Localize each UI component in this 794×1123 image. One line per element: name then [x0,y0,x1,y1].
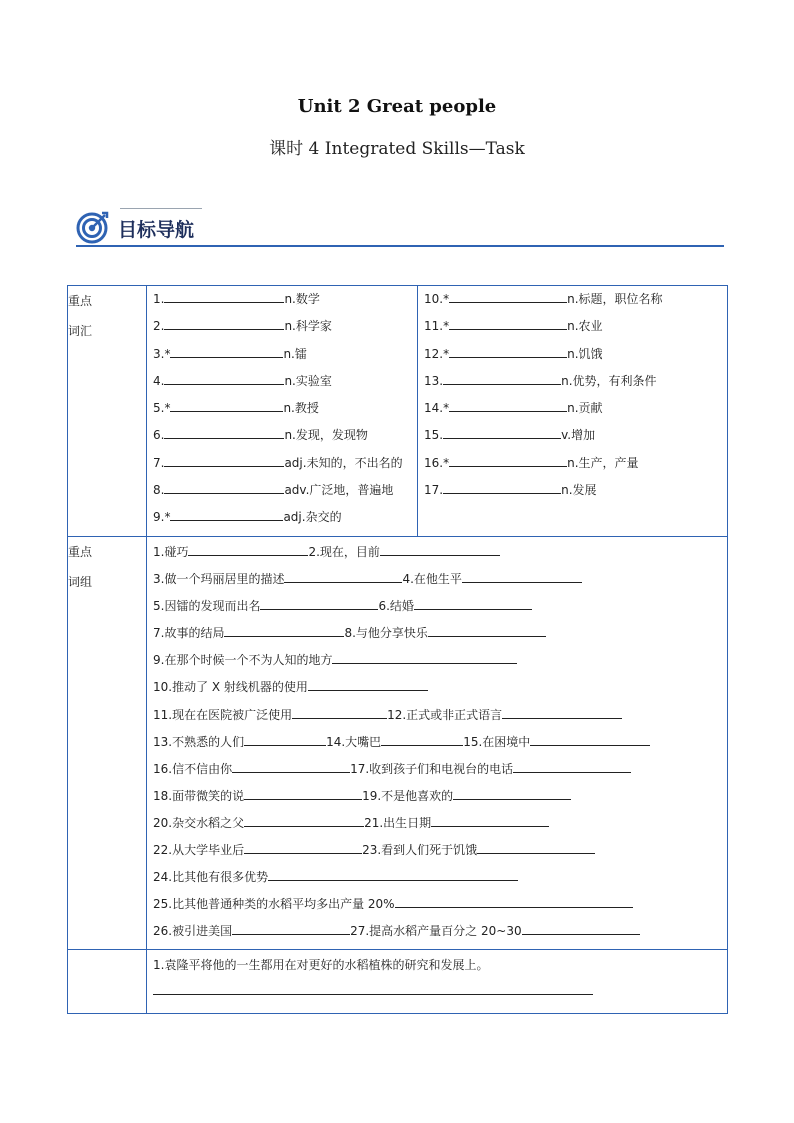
phrase-item-text: 27.提高水稻产量百分之 20~30 [350,924,522,939]
phrase-item-text: 20.杂交水稻之父 [153,815,245,830]
phrases-category-cell [68,537,147,950]
phrase-answer-blank[interactable] [332,650,517,664]
phrase-item-text: 12.正式或非正式语言 [387,707,503,722]
phrase-answer-blank[interactable] [232,759,350,773]
vocab-item-meaning: n.实验室 [284,373,332,388]
phrase-item-text: 16.信不信由你 [153,761,233,776]
vocab-answer-blank[interactable] [164,480,284,494]
phrase-answer-blank[interactable] [232,921,350,935]
phrase-answer-blank[interactable] [462,569,582,583]
phrase-item-text: 26.被引进美国 [153,924,233,939]
phrase-answer-blank[interactable] [292,705,387,719]
vocab-item-number: 17. [424,483,444,498]
vocab-item-number: 16.* [424,455,450,470]
vocab-item-meaning: n.农业 [567,319,603,334]
section-header [76,208,724,250]
vocab-item-number: 15. [424,428,444,443]
phrase-item-text: 25.比其他普通种类的水稻平均多出产量 20% [153,897,395,912]
phrase-item-text: 3.做一个玛丽居里的描述 [153,572,285,587]
vocab-item [153,452,417,479]
phrase-answer-blank[interactable] [260,596,378,610]
phrase-item-text: 22.从大学毕业后 [153,843,245,858]
vocab-answer-blank[interactable] [170,344,283,358]
vocab-answer-blank[interactable] [164,453,284,467]
vocab-row [68,286,728,537]
page-title: Unit 2 Great people [297,96,497,117]
vocab-item [153,288,417,315]
target-icon [76,210,110,244]
vocab-item-number: 14.* [424,401,450,416]
phrase-row [153,622,727,649]
vocab-right-column [418,286,728,537]
vocab-item-number: 6. [153,428,165,443]
vocab-answer-blank[interactable] [443,371,561,385]
phrase-item-text: 14.大嘴巴 [326,734,382,749]
phrase-item-text: 18.面带微笑的说 [153,788,245,803]
vocab-item [153,343,417,370]
vocab-answer-blank[interactable] [449,289,567,303]
vocab-answer-blank[interactable] [443,480,561,494]
vocab-item-meaning: n.生产，产量 [567,455,639,470]
phrase-answer-blank[interactable] [284,569,402,583]
phrase-answer-blank[interactable] [513,759,631,773]
vocab-answer-blank[interactable] [164,425,284,439]
header-top-rule [120,208,202,209]
phrase-item-text: 2.现在，目前 [308,545,380,559]
phrase-answer-blank[interactable] [268,867,518,881]
phrase-answer-blank[interactable] [530,732,650,746]
sentences-row [68,950,728,1014]
vocab-item-number: 9.* [153,510,171,525]
vocab-answer-blank[interactable] [170,398,283,412]
phrase-answer-blank[interactable] [308,677,428,691]
vocab-item-number: 10.* [424,292,450,306]
vocab-item-number: 4. [153,373,165,388]
vocab-item-number: 3.* [153,346,171,361]
vocab-item [424,397,727,424]
sentence-answer-row [153,980,727,1006]
vocab-answer-blank[interactable] [164,371,284,385]
phrase-answer-blank[interactable] [244,813,364,827]
phrase-answer-blank[interactable] [428,623,546,637]
phrase-item-text: 15.在困境中 [463,734,531,749]
phrases-cell [147,537,728,950]
phrase-item-text: 8.与他分享快乐 [344,626,428,641]
phrase-row [153,920,727,947]
vocab-item-number: 5.* [153,401,171,416]
phrase-row [153,839,727,866]
phrase-row [153,893,727,920]
phrase-row [153,649,727,676]
phrase-row [153,812,727,839]
vocab-item [153,479,417,506]
phrase-answer-blank[interactable] [395,894,633,908]
vocab-item-meaning: n.饥饿 [567,346,603,361]
phrase-item-text: 4.在他生平 [402,572,462,587]
phrase-item-text: 17.收到孩子们和电视台的电话 [350,761,514,776]
phrase-item-text: 23.看到人们死于饥饿 [362,843,478,858]
phrase-row [153,866,727,893]
vocab-answer-blank[interactable] [443,425,561,439]
phrases-category-label-1: 重点 [68,545,93,559]
vocab-item [424,452,727,479]
vocab-item-meaning: adj.未知的，不出名的 [284,455,403,470]
vocab-left-column [147,286,418,537]
phrase-answer-blank[interactable] [381,732,463,746]
vocab-item-meaning: n.贡献 [567,401,603,416]
vocab-item-meaning: n.优势，有利条件 [561,373,657,388]
phrase-answer-blank[interactable] [431,813,549,827]
phrase-answer-blank[interactable] [244,732,326,746]
phrase-answer-blank[interactable] [380,542,500,556]
phrase-answer-blank[interactable] [244,840,362,854]
phrase-answer-blank[interactable] [224,623,344,637]
phrase-row [153,758,727,785]
vocab-category-label-1: 重点 [68,294,93,308]
phrase-answer-blank[interactable] [453,786,571,800]
phrase-answer-blank[interactable] [502,705,622,719]
vocab-answer-blank[interactable] [449,344,567,358]
phrase-row [153,785,727,812]
vocab-item-number: 11.* [424,319,450,334]
phrase-item-text: 21.出生日期 [364,815,432,830]
phrase-row [153,676,727,703]
vocab-item-meaning: n.数学 [284,292,320,306]
section-label: 目标导航 [118,219,195,241]
phrase-row [153,704,727,731]
vocab-answer-blank[interactable] [170,507,283,521]
vocab-item-number: 7. [153,455,165,470]
vocab-item-meaning: n.教授 [283,401,319,416]
phrase-item-text: 1.碰巧 [153,545,189,559]
phrase-row [153,595,727,622]
sentences-category-cell [68,950,147,1014]
phrase-answer-blank[interactable] [414,596,532,610]
vocab-item [153,397,417,424]
vocab-item-number: 2. [153,319,165,334]
page-subtitle: 课时 4 Integrated Skills—Task [269,139,525,159]
vocab-answer-blank[interactable] [164,289,284,303]
sentence-answer-blank[interactable] [153,981,593,995]
phrase-row [153,541,727,568]
vocab-category-cell [68,286,147,537]
vocab-item-number: 8. [153,483,165,498]
phrase-item-text: 10.推动了 X 射线机器的使用 [153,680,308,695]
phrase-answer-blank[interactable] [522,921,640,935]
section-underline [76,245,724,247]
phrase-item-text: 5.因镭的发现而出名 [153,599,261,614]
vocab-item [424,479,727,506]
phrase-item-text: 6.结婚 [378,599,414,614]
sentence-prompt: 1.袁隆平将他的一生都用在对更好的水稻植株的研究和发展上。 [153,958,489,972]
phrase-item-text: 19.不是他喜欢的 [362,788,454,803]
vocab-item-meaning: n.发现，发现物 [284,428,368,443]
vocab-item-number: 13. [424,373,444,388]
phrase-row [153,731,727,758]
vocab-item-meaning: n.镭 [283,346,307,361]
phrase-item-text: 7.故事的结局 [153,626,225,641]
vocab-item [424,288,727,315]
phrase-answer-blank[interactable] [188,542,308,556]
vocab-item [424,424,727,451]
vocab-item [153,370,417,397]
study-guide-table [67,285,728,1014]
phrases-category-label-2: 词组 [68,575,93,589]
phrase-item-text: 9.在那个时候一个不为人知的地方 [153,653,333,668]
sentences-cell [147,950,728,1014]
vocab-item-meaning: v.增加 [561,428,596,443]
vocab-item-number: 12.* [424,346,450,361]
vocab-category-label-2: 词汇 [68,324,93,338]
vocab-item [424,315,727,342]
vocab-item-meaning: adj.杂交的 [283,510,342,525]
phrase-row [153,568,727,595]
phrases-row [68,537,728,950]
phrase-item-text: 13.不熟悉的人们 [153,734,245,749]
vocab-item [153,506,417,533]
vocab-item-number: 1. [153,292,165,306]
vocab-item-meaning: n.标题，职位名称 [567,292,663,306]
vocab-answer-blank[interactable] [449,398,567,412]
vocab-item [424,370,727,397]
vocab-item [153,424,417,451]
vocab-item [153,315,417,342]
phrase-item-text: 24.比其他有很多优势 [153,870,269,885]
vocab-item [424,343,727,370]
phrase-answer-blank[interactable] [244,786,362,800]
phrase-item-text: 11.现在在医院被广泛使用 [153,707,293,722]
vocab-item-meaning: n.科学家 [284,319,332,334]
vocab-item-meaning: n.发展 [561,483,597,498]
vocab-item-meaning: adv.广泛地，普遍地 [284,483,394,498]
phrase-answer-blank[interactable] [477,840,595,854]
vocab-answer-blank[interactable] [449,453,567,467]
vocab-answer-blank[interactable] [164,316,284,330]
vocab-answer-blank[interactable] [449,316,567,330]
